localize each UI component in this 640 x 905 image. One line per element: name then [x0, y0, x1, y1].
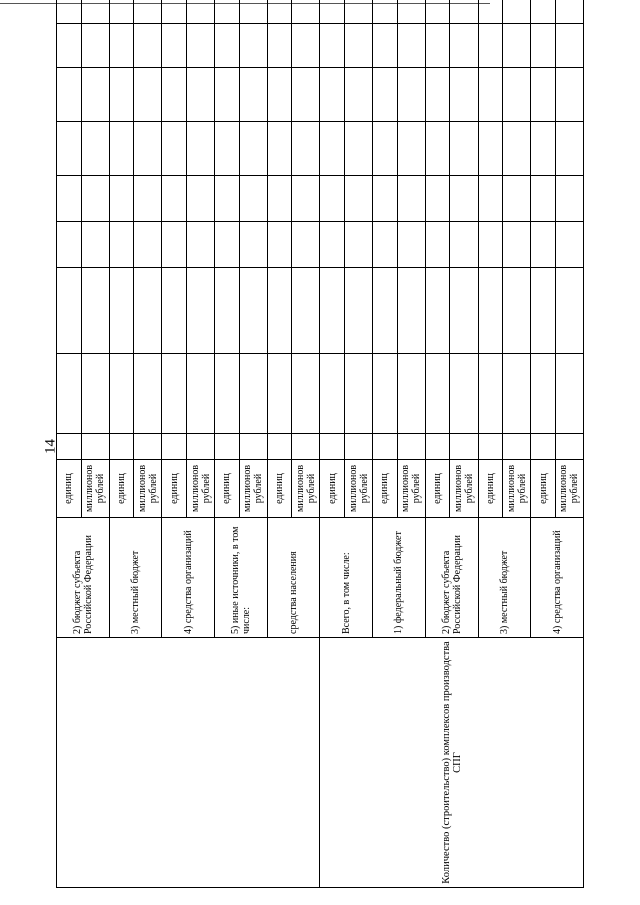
value-cell	[373, 176, 398, 222]
value-cell	[345, 122, 373, 176]
table-wrapper	[56, 18, 584, 888]
value-cell	[345, 222, 373, 268]
value-cell	[320, 354, 345, 434]
value-cell	[57, 176, 82, 222]
value-cell	[109, 434, 134, 460]
unit-cell: единиц	[57, 460, 82, 518]
value-cell	[373, 0, 398, 24]
value-cell	[162, 68, 187, 122]
value-cell	[373, 24, 398, 68]
row-label: 2) бюджет субъекта Российской Федерации	[425, 518, 478, 638]
value-cell	[134, 68, 162, 122]
value-cell	[81, 68, 109, 122]
value-cell	[109, 0, 134, 24]
value-cell	[81, 0, 109, 24]
value-cell	[292, 122, 320, 176]
value-cell	[320, 0, 345, 24]
value-cell	[187, 122, 215, 176]
unit-cell: миллионов рублей	[187, 460, 215, 518]
value-cell	[345, 0, 373, 24]
value-cell	[531, 68, 556, 122]
section-title-cell: Количество (строительство) комплексов производства СПГ	[320, 638, 584, 888]
value-cell	[478, 0, 503, 24]
value-cell	[373, 434, 398, 460]
value-cell	[292, 434, 320, 460]
value-cell	[425, 268, 450, 354]
value-cell	[215, 434, 240, 460]
value-cell	[555, 68, 583, 122]
value-cell	[425, 24, 450, 68]
value-cell	[425, 354, 450, 434]
value-cell	[57, 434, 82, 460]
value-cell	[267, 68, 292, 122]
value-cell	[239, 24, 267, 68]
value-cell	[187, 68, 215, 122]
value-cell	[239, 354, 267, 434]
value-cell	[292, 68, 320, 122]
value-cell	[425, 176, 450, 222]
value-cell	[109, 354, 134, 434]
value-cell	[397, 268, 425, 354]
value-cell	[162, 222, 187, 268]
value-cell	[555, 354, 583, 434]
value-cell	[292, 0, 320, 24]
value-cell	[503, 68, 531, 122]
value-cell	[503, 176, 531, 222]
value-cell	[134, 176, 162, 222]
value-cell	[57, 268, 82, 354]
value-cell	[478, 122, 503, 176]
value-cell	[425, 0, 450, 24]
unit-cell: единиц	[215, 460, 240, 518]
unit-cell: миллионов рублей	[555, 460, 583, 518]
value-cell	[373, 122, 398, 176]
value-cell	[109, 222, 134, 268]
row-label: 2) бюджет субъекта Российской Федерации	[57, 518, 110, 638]
value-cell	[503, 434, 531, 460]
value-cell	[373, 354, 398, 434]
value-cell	[320, 24, 345, 68]
value-cell	[555, 268, 583, 354]
value-cell	[450, 222, 478, 268]
value-cell	[162, 0, 187, 24]
value-cell	[345, 354, 373, 434]
value-cell	[239, 434, 267, 460]
value-cell	[397, 122, 425, 176]
value-cell	[81, 354, 109, 434]
unit-cell: миллионов рублей	[450, 460, 478, 518]
value-cell	[478, 434, 503, 460]
value-cell	[478, 268, 503, 354]
value-cell	[81, 222, 109, 268]
value-cell	[397, 0, 425, 24]
value-cell	[109, 24, 134, 68]
value-cell	[345, 268, 373, 354]
value-cell	[81, 24, 109, 68]
value-cell	[81, 122, 109, 176]
value-cell	[239, 222, 267, 268]
value-cell	[450, 434, 478, 460]
value-cell	[134, 222, 162, 268]
value-cell	[531, 222, 556, 268]
value-cell	[267, 354, 292, 434]
value-cell	[215, 176, 240, 222]
value-cell	[187, 434, 215, 460]
unit-cell: миллионов рублей	[81, 460, 109, 518]
value-cell	[81, 268, 109, 354]
value-cell	[109, 68, 134, 122]
value-cell	[134, 434, 162, 460]
value-cell	[134, 122, 162, 176]
value-cell	[397, 24, 425, 68]
value-cell	[57, 68, 82, 122]
unit-cell: единиц	[531, 460, 556, 518]
row-label: 3) местный бюджет	[478, 518, 531, 638]
value-cell	[292, 24, 320, 68]
value-cell	[239, 0, 267, 24]
value-cell	[187, 0, 215, 24]
value-cell	[267, 176, 292, 222]
row-label: 1) федеральный бюджет	[373, 518, 426, 638]
value-cell	[134, 0, 162, 24]
value-cell	[215, 24, 240, 68]
value-cell	[555, 176, 583, 222]
unit-cell: единиц	[320, 460, 345, 518]
value-cell	[397, 354, 425, 434]
value-cell	[57, 122, 82, 176]
unit-cell: миллионов рублей	[397, 460, 425, 518]
value-cell	[555, 122, 583, 176]
value-cell	[292, 176, 320, 222]
value-cell	[162, 122, 187, 176]
value-cell	[81, 176, 109, 222]
value-cell	[397, 222, 425, 268]
value-cell	[531, 268, 556, 354]
value-cell	[215, 68, 240, 122]
value-cell	[478, 222, 503, 268]
unit-cell: миллионов рублей	[239, 460, 267, 518]
value-cell	[397, 68, 425, 122]
value-cell	[531, 434, 556, 460]
value-cell	[215, 222, 240, 268]
unit-cell: миллионов рублей	[503, 460, 531, 518]
value-cell	[425, 122, 450, 176]
value-cell	[320, 268, 345, 354]
value-cell	[320, 176, 345, 222]
value-cell	[267, 222, 292, 268]
row-label: 4) средства организаций	[531, 518, 584, 638]
unit-cell: единиц	[425, 460, 450, 518]
table-row	[57, 0, 82, 888]
value-cell	[555, 0, 583, 24]
value-cell	[267, 24, 292, 68]
data-table	[56, 0, 584, 888]
value-cell	[425, 68, 450, 122]
value-cell	[134, 268, 162, 354]
value-cell	[320, 222, 345, 268]
value-cell	[187, 176, 215, 222]
table-row	[320, 0, 345, 888]
section-cell-blank	[57, 638, 320, 888]
value-cell	[450, 354, 478, 434]
value-cell	[503, 268, 531, 354]
value-cell	[345, 68, 373, 122]
unit-cell: единиц	[478, 460, 503, 518]
value-cell	[555, 222, 583, 268]
value-cell	[478, 354, 503, 434]
value-cell	[503, 0, 531, 24]
value-cell	[239, 268, 267, 354]
value-cell	[57, 354, 82, 434]
value-cell	[555, 434, 583, 460]
value-cell	[267, 0, 292, 24]
value-cell	[187, 222, 215, 268]
table-body	[57, 0, 584, 888]
row-label: 3) местный бюджет	[109, 518, 162, 638]
value-cell	[292, 222, 320, 268]
value-cell	[215, 122, 240, 176]
page-number: 14	[42, 439, 59, 454]
value-cell	[57, 0, 82, 24]
value-cell	[555, 24, 583, 68]
unit-cell: единиц	[162, 460, 187, 518]
value-cell	[373, 222, 398, 268]
value-cell	[531, 122, 556, 176]
value-cell	[397, 176, 425, 222]
value-cell	[267, 268, 292, 354]
value-cell	[320, 122, 345, 176]
unit-cell: единиц	[109, 460, 134, 518]
value-cell	[215, 268, 240, 354]
value-cell	[373, 268, 398, 354]
value-cell	[320, 68, 345, 122]
value-cell	[187, 24, 215, 68]
value-cell	[239, 122, 267, 176]
unit-cell: миллионов рублей	[134, 460, 162, 518]
unit-cell: единиц	[267, 460, 292, 518]
value-cell	[450, 0, 478, 24]
value-cell	[162, 268, 187, 354]
value-cell	[345, 434, 373, 460]
value-cell	[215, 0, 240, 24]
value-cell	[162, 176, 187, 222]
value-cell	[134, 24, 162, 68]
value-cell	[531, 176, 556, 222]
row-label: 4) средства организаций	[162, 518, 215, 638]
value-cell	[267, 122, 292, 176]
value-cell	[215, 354, 240, 434]
value-cell	[109, 268, 134, 354]
value-cell	[109, 176, 134, 222]
value-cell	[503, 122, 531, 176]
value-cell	[292, 268, 320, 354]
value-cell	[292, 354, 320, 434]
value-cell	[450, 24, 478, 68]
value-cell	[425, 222, 450, 268]
value-cell	[450, 122, 478, 176]
value-cell	[425, 434, 450, 460]
value-cell	[109, 122, 134, 176]
value-cell	[531, 354, 556, 434]
value-cell	[81, 434, 109, 460]
value-cell	[187, 354, 215, 434]
value-cell	[345, 24, 373, 68]
value-cell	[503, 222, 531, 268]
value-cell	[531, 0, 556, 24]
value-cell	[239, 68, 267, 122]
value-cell	[450, 68, 478, 122]
value-cell	[162, 354, 187, 434]
value-cell	[478, 24, 503, 68]
row-label: 5) иные источники, в том числе:	[215, 518, 268, 638]
unit-cell: миллионов рублей	[292, 460, 320, 518]
row-label: средства населения	[267, 518, 320, 638]
value-cell	[397, 434, 425, 460]
value-cell	[373, 68, 398, 122]
unit-cell: миллионов рублей	[345, 460, 373, 518]
value-cell	[345, 176, 373, 222]
value-cell	[478, 68, 503, 122]
value-cell	[239, 176, 267, 222]
row-label: Всего, в том числе:	[320, 518, 373, 638]
unit-cell: единиц	[373, 460, 398, 518]
value-cell	[162, 24, 187, 68]
value-cell	[57, 24, 82, 68]
value-cell	[187, 268, 215, 354]
value-cell	[267, 434, 292, 460]
value-cell	[134, 354, 162, 434]
value-cell	[450, 176, 478, 222]
value-cell	[503, 354, 531, 434]
value-cell	[531, 24, 556, 68]
value-cell	[450, 268, 478, 354]
value-cell	[57, 222, 82, 268]
value-cell	[503, 24, 531, 68]
value-cell	[478, 176, 503, 222]
value-cell	[162, 434, 187, 460]
value-cell	[320, 434, 345, 460]
